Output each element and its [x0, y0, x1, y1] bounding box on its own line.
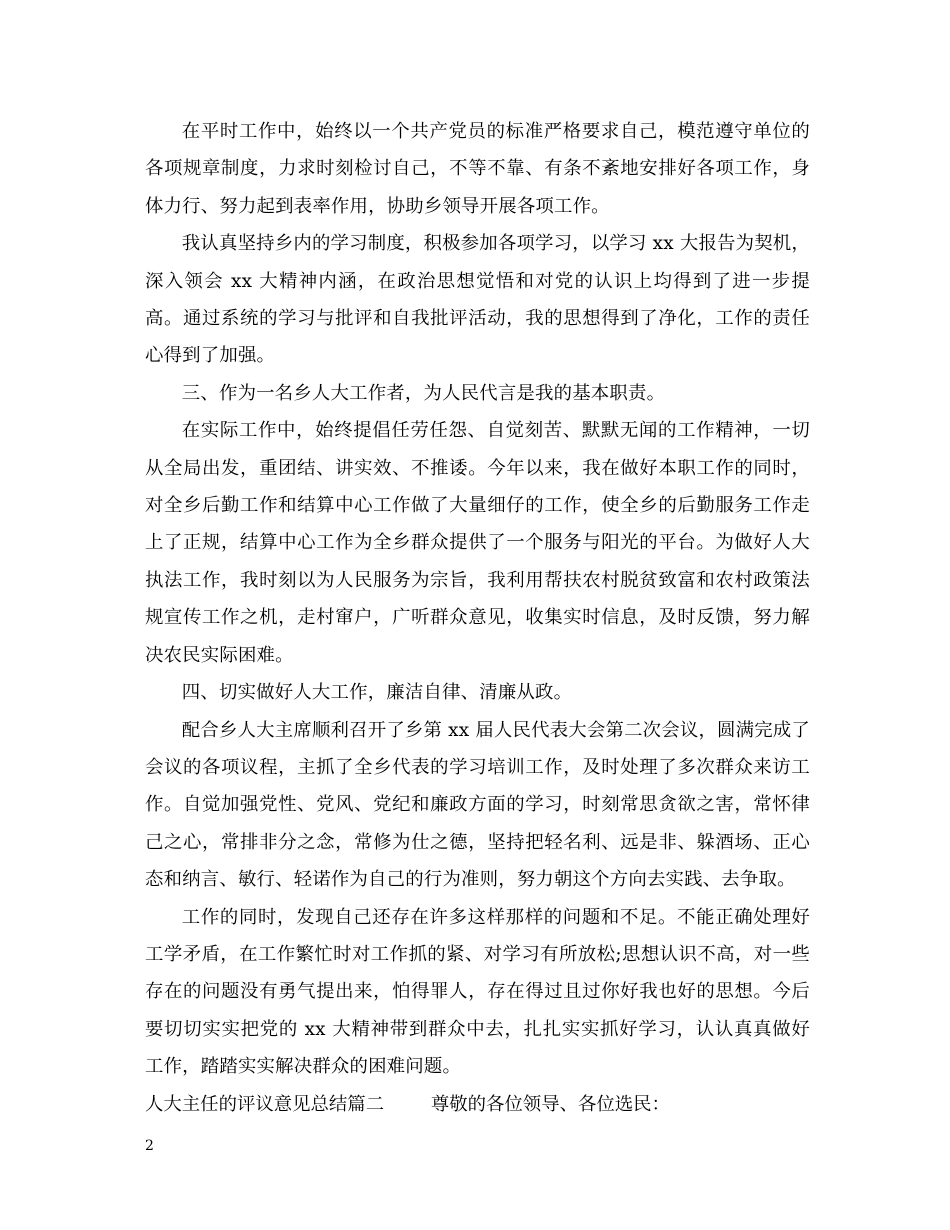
paragraph-practical-work: 在实际工作中，始终提倡任劳任怨、自觉刻苦、默默无闻的工作精神，一切从全局出发，重团结、讲实效、不推诿。今年以来，我在做好本职工作的同时，对全乡后勤工作和结算中心工作做了大量细仔的工作，使全乡的后勤服务工作走上了正规，结算中心工作为全乡群众提供了一个服务与阳光的平台。为做好人大执法工作，我时刻以为人民服务为宗旨，我利用帮扶农村脱贫致富和农村政策法规宣传工作之机，走村窜户，广听群众意见，收集实时信息，及时反馈，努力解决农民实际困难。	[145, 420, 810, 666]
section-heading-four: 四、切实做好人大工作，廉洁自律、清廉从政。	[181, 682, 573, 704]
paragraph-shortcomings: 工作的同时，发现自己还存在许多这样那样的问题和不足。不能正确处理好工学矛盾，在工作繁忙时对工作抓的紧、对学习有所放松;思想认识不高，对一些存在的问题没有勇气提出来，怕得罪人，存在得过且过你好我也好的思想。今后要切切实实把党的 xx 大精神带到群众中去，扎扎实实抓好学习，认认真真做好工作，踏踏实实解决群众的困难问题。	[145, 906, 810, 1078]
next-article-title: 人大主任的评议意见总结篇二 尊敬的各位领导、各位选民：	[145, 1093, 670, 1115]
document-body	[145, 113, 810, 1123]
paragraph-study: 我认真坚持乡内的学习制度，积极参加各项学习，以学习 xx 大报告为契机，深入领会 xx 大精神内涵，在政治思想觉悟和对党的认识上均得到了进一步提高。通过系统的学习与批评和自我批评活动，我的思想得到了净化，工作的责任心得到了加强。	[145, 233, 810, 367]
paragraph-congress-meeting: 配合乡人大主席顺利召开了乡第 xx 届人民代表大会第二次会议，圆满完成了会议的各项议程，主抓了全乡代表的学习培训工作，及时处理了多次群众来访工作。自觉加强党性、党风、党纪和廉政方面的学习，时刻常思贪欲之害，常怀律己之心，常排非分之念，常修为仕之德，坚持把轻名利、远是非、躲酒场、正心态和纳言、敏行、轻诺作为自己的行为准则，努力朝这个方向去实践、去争取。	[145, 719, 810, 891]
section-heading-three: 三、作为一名乡人大工作者，为人民代言是我的基本职责。	[181, 382, 666, 404]
page-number: 2	[145, 1138, 154, 1154]
paragraph-conduct: 在平时工作中，始终以一个共产党员的标准严格要求自己，模范遵守单位的各项规章制度，力求时刻检讨自己，不等不靠、有条不紊地安排好各项工作，身体力行、努力起到表率作用，协助乡领导开展各项工作。	[145, 121, 810, 217]
